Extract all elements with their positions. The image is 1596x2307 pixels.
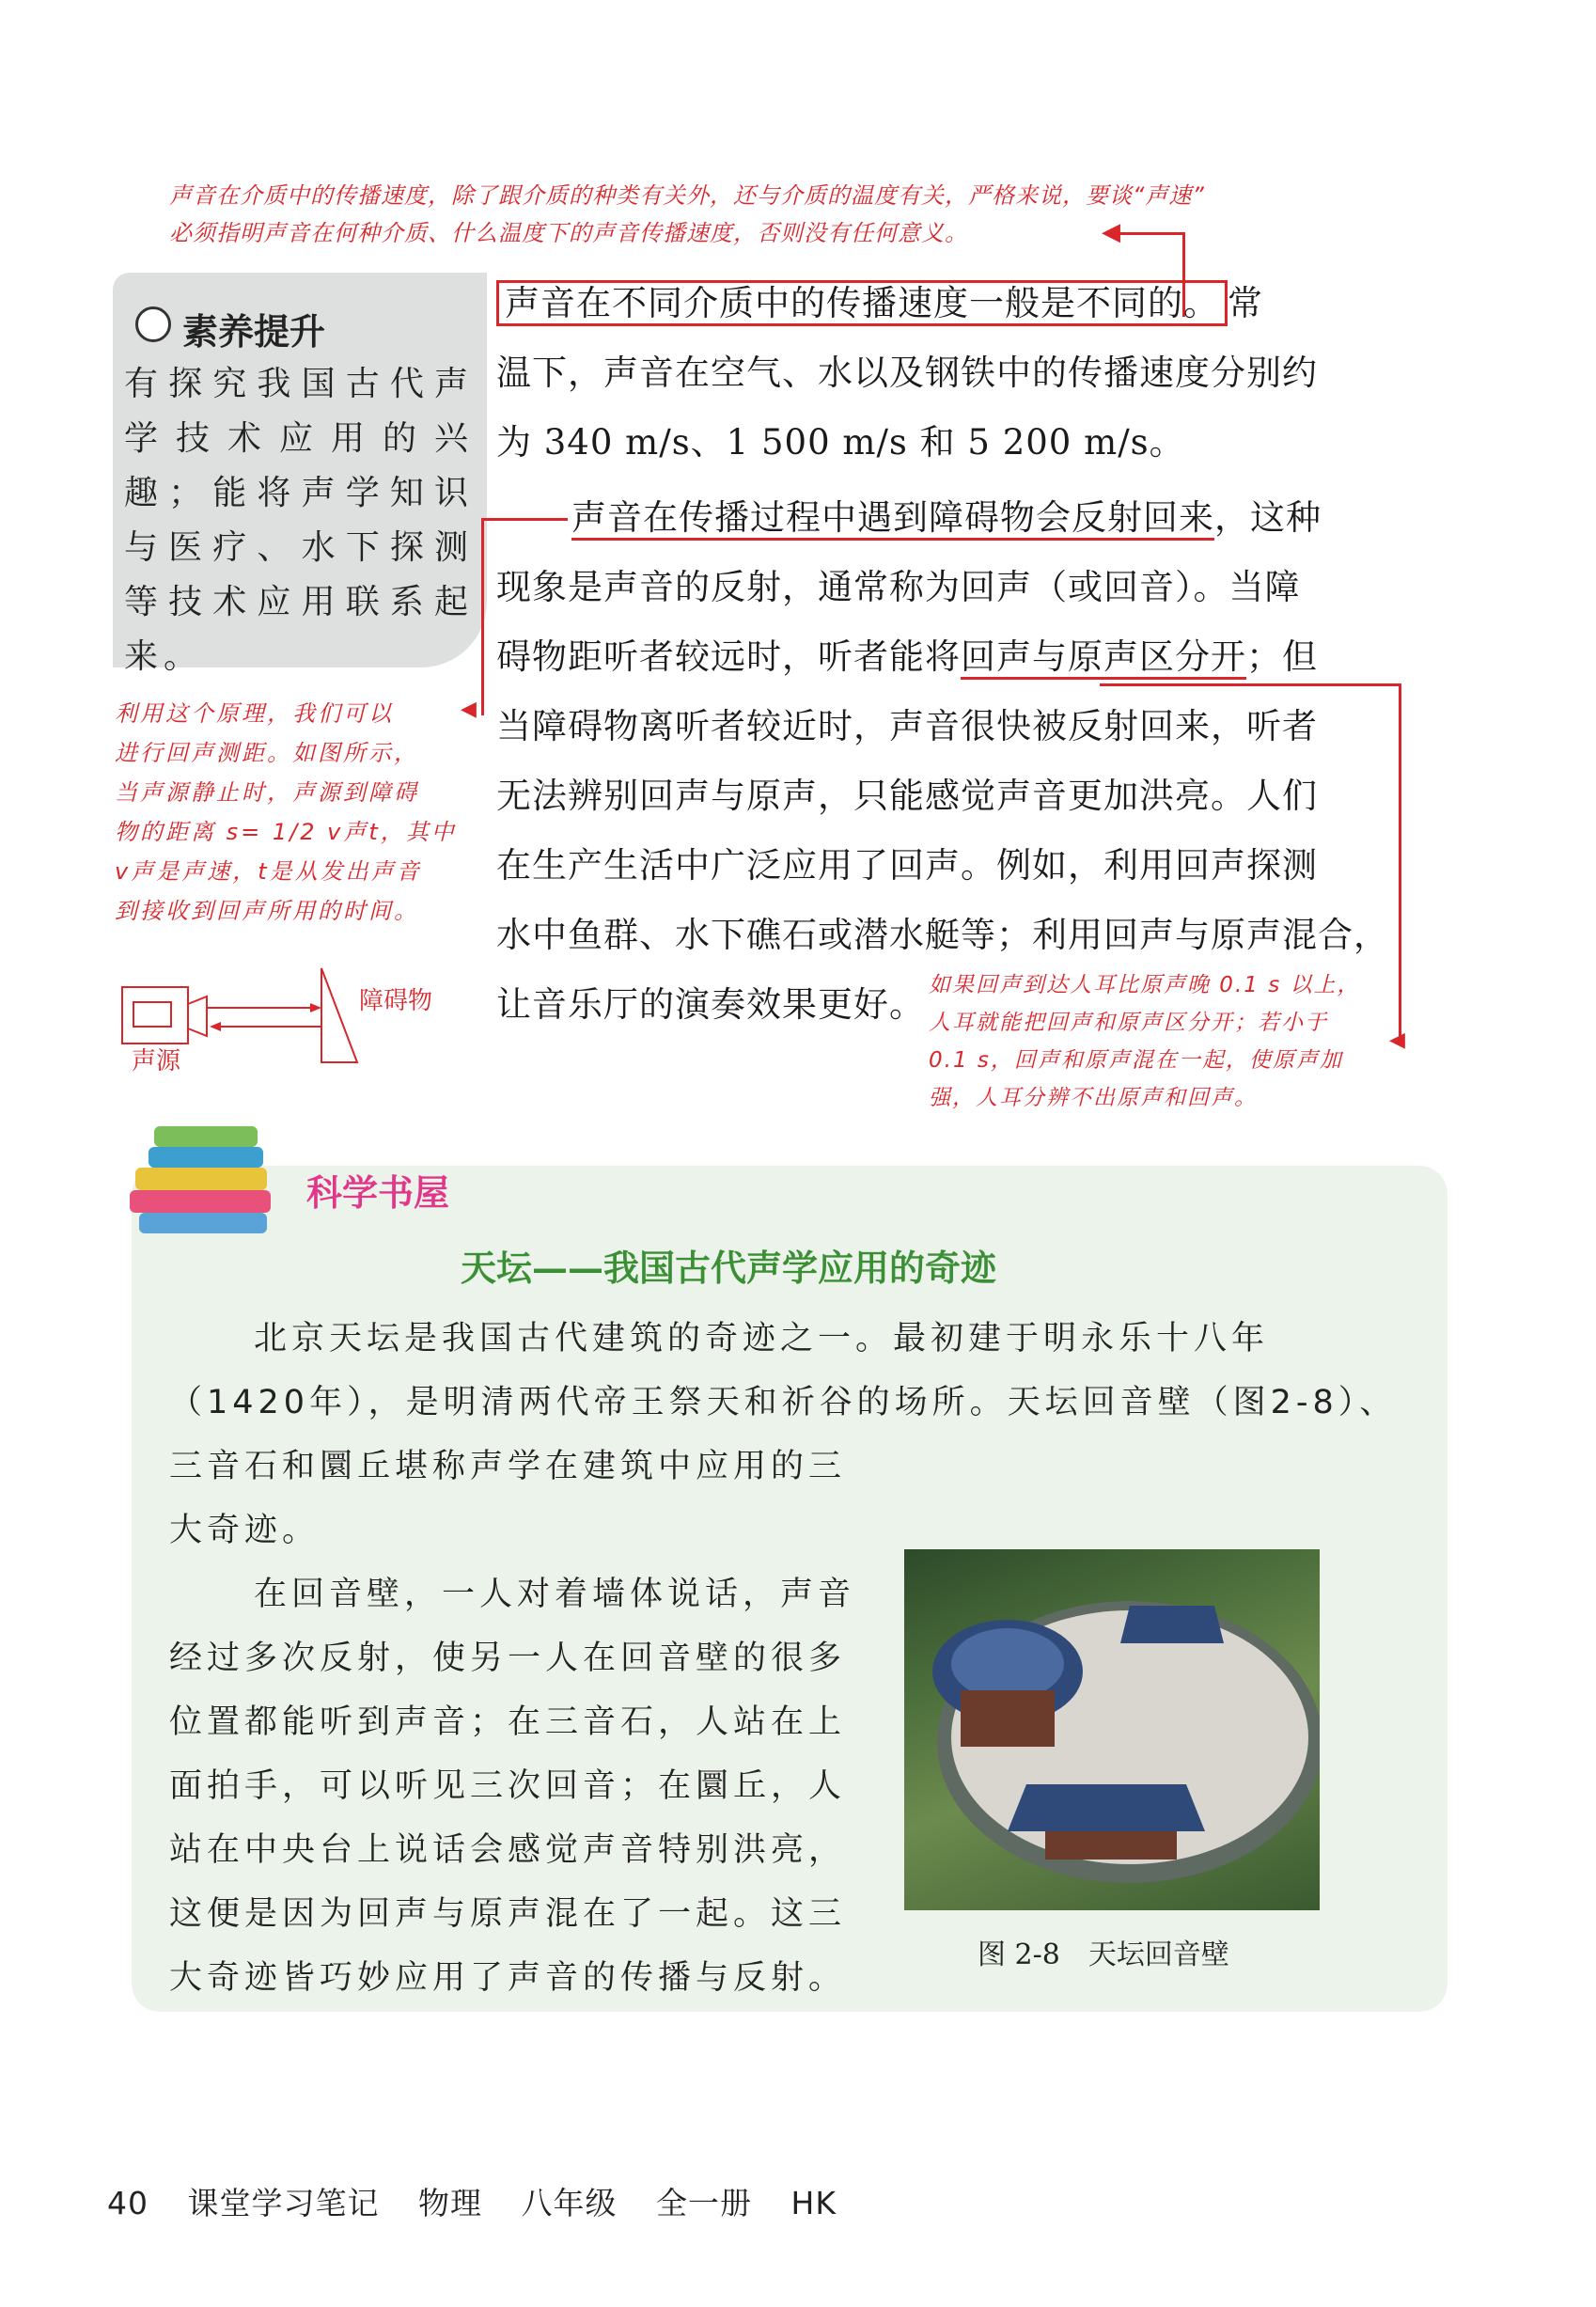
text-span: ，这种 — [1214, 497, 1322, 538]
article-line: 大奇迹皆巧妙应用了声音的传播与反射。 — [169, 1959, 847, 1997]
article-line: 面拍手，可以听见三次回音；在圜丘，人 — [169, 1767, 847, 1805]
leaf-icon — [135, 306, 171, 342]
text-span: ；但 — [1246, 636, 1318, 677]
source-horn — [188, 997, 207, 1036]
text-line: 水中鱼群、水下礁石或潜水艇等；利用回声与原声混合， — [496, 915, 1389, 955]
main-paragraph-1 — [496, 269, 1399, 478]
obstacle-label: 障碍物 — [359, 987, 433, 1015]
article-line: 北京天坛是我国古代建筑的奇迹之一。最初建于明永乐十八年 — [254, 1320, 1270, 1358]
echo-wall-photo — [904, 1549, 1320, 1910]
arrow-back-icon — [210, 1022, 221, 1031]
note-line: 强，人耳分辨不出原声和回声。 — [929, 1086, 1258, 1110]
echo-threshold-note — [929, 966, 1417, 1117]
text-span: 常 — [1228, 283, 1263, 323]
arrow-head-icon: ◀ — [1102, 218, 1120, 246]
note-line: 人耳就能把回声和原声区分开；若小于 — [929, 1011, 1328, 1035]
volume: 全一册 — [656, 2185, 752, 2221]
grade: 八年级 — [521, 2185, 618, 2221]
main-paragraph-2 — [496, 483, 1399, 1040]
obstacle-shape — [321, 968, 357, 1062]
book-title: 课堂学习笔记 — [187, 2185, 380, 2221]
article-line: 大奇迹。 — [169, 1512, 321, 1549]
section-title: 科学书屋 — [306, 1172, 450, 1214]
note-line: 物的距离 s= 1/2 v声t，其中 — [115, 819, 457, 845]
article-line: 在回音壁，一人对着墙体说话，声音 — [254, 1576, 856, 1613]
text-line: 当障碍物离听者较近时，声音很快被反射回来，听者 — [496, 706, 1318, 746]
source-inner — [133, 1002, 171, 1027]
article-title: 天坛——我国古代声学应用的奇迹 — [461, 1247, 997, 1289]
article-line: 位置都能听到声音；在三音石，人站在上 — [169, 1703, 847, 1741]
key-phrase-underlined: 回声与原声区分开 — [961, 636, 1246, 680]
figure-caption: 图 2-8 天坛回音壁 — [978, 1938, 1229, 1971]
text-line: 温下，声音在空气、水以及钢铁中的传播速度分别约 — [496, 353, 1318, 393]
article-line: 这便是因为回声与原声混在了一起。这三 — [169, 1895, 847, 1933]
note-line: 到接收到回声所用的时间。 — [115, 898, 419, 924]
arrow-head-icon: ◀ — [1389, 1028, 1405, 1052]
text-span: 碍物距听者较远时，听者能将 — [496, 636, 961, 677]
article-line: 站在中央台上说话会感觉声音特别洪亮， — [169, 1831, 847, 1869]
article-line: 经过多次反射，使另一人在回音壁的很多 — [169, 1640, 847, 1677]
arrow-out-icon — [310, 1003, 321, 1012]
arrow-head-icon: ◀ — [461, 698, 477, 721]
note-line: 利用这个原理，我们可以 — [115, 700, 394, 727]
literacy-text: 有探究我国古代声学技术应用的兴趣；能将声学知识与医疗、水下探测等技术应用联系起来。 — [124, 365, 474, 676]
annotation-connector — [481, 518, 484, 715]
annotation-arrow — [1119, 232, 1184, 235]
key-sentence-underlined: 声音在传播过程中遇到障碍物会反射回来 — [571, 497, 1214, 541]
subject: 物理 — [418, 2185, 482, 2221]
text-line: 无法辨别回声与原声，只能感觉声音更加洪亮。人们 — [496, 776, 1318, 816]
key-sentence-boxed: 声音在不同介质中的传播速度一般是不同的。 — [496, 280, 1228, 326]
note-line: 0.1 s，回声和原声混在一起，使原声加 — [929, 1048, 1343, 1073]
note-line: 当声源静止时，声源到障碍 — [115, 779, 419, 806]
edition: HK — [790, 2185, 837, 2221]
note-line: 如果回声到达人耳比原声晚 0.1 s 以上， — [929, 973, 1361, 997]
note-line: 进行回声测距。如图所示， — [115, 740, 419, 766]
echo-ranging-note — [115, 694, 472, 931]
source-label: 声源 — [132, 1047, 181, 1075]
top-annotation-line: 必须指明声音在何种介质、什么温度下的声音传播速度，否则没有任何意义。 — [169, 220, 968, 246]
page-number: 40 — [107, 2185, 149, 2221]
text-line: 让音乐厅的演奏效果更好。 — [496, 984, 925, 1025]
article-line: 三音石和圜丘堪称声学在建筑中应用的三 — [169, 1448, 847, 1485]
article-line: （1420年），是明清两代帝王祭天和祈谷的场所。天坛回音壁（图2-8）、 — [169, 1384, 1398, 1421]
text-line: 现象是声音的反射，通常称为回声（或回音）。当障 — [496, 567, 1301, 607]
annotation-connector — [1100, 683, 1400, 686]
text-line: 为 340 m/s、1 500 m/s 和 5 200 m/s。 — [496, 422, 1185, 463]
source-box — [122, 987, 188, 1044]
top-annotation-line: 声音在介质中的传播速度，除了跟介质的种类有关外，还与介质的温度有关，严格来说，要谈“声速” — [169, 182, 1205, 209]
literacy-title: 素养提升 — [182, 311, 326, 353]
annotation-connector — [481, 518, 568, 521]
page-footer — [107, 2179, 865, 2223]
top-annotation — [169, 177, 1429, 252]
books-icon — [126, 1119, 286, 1241]
text-line: 在生产生活中广泛应用了回声。例如，利用回声探测 — [496, 845, 1318, 886]
note-line: v声是声速，t是从发出声音 — [115, 858, 422, 885]
echo-wall-illustration — [904, 1549, 1320, 1910]
